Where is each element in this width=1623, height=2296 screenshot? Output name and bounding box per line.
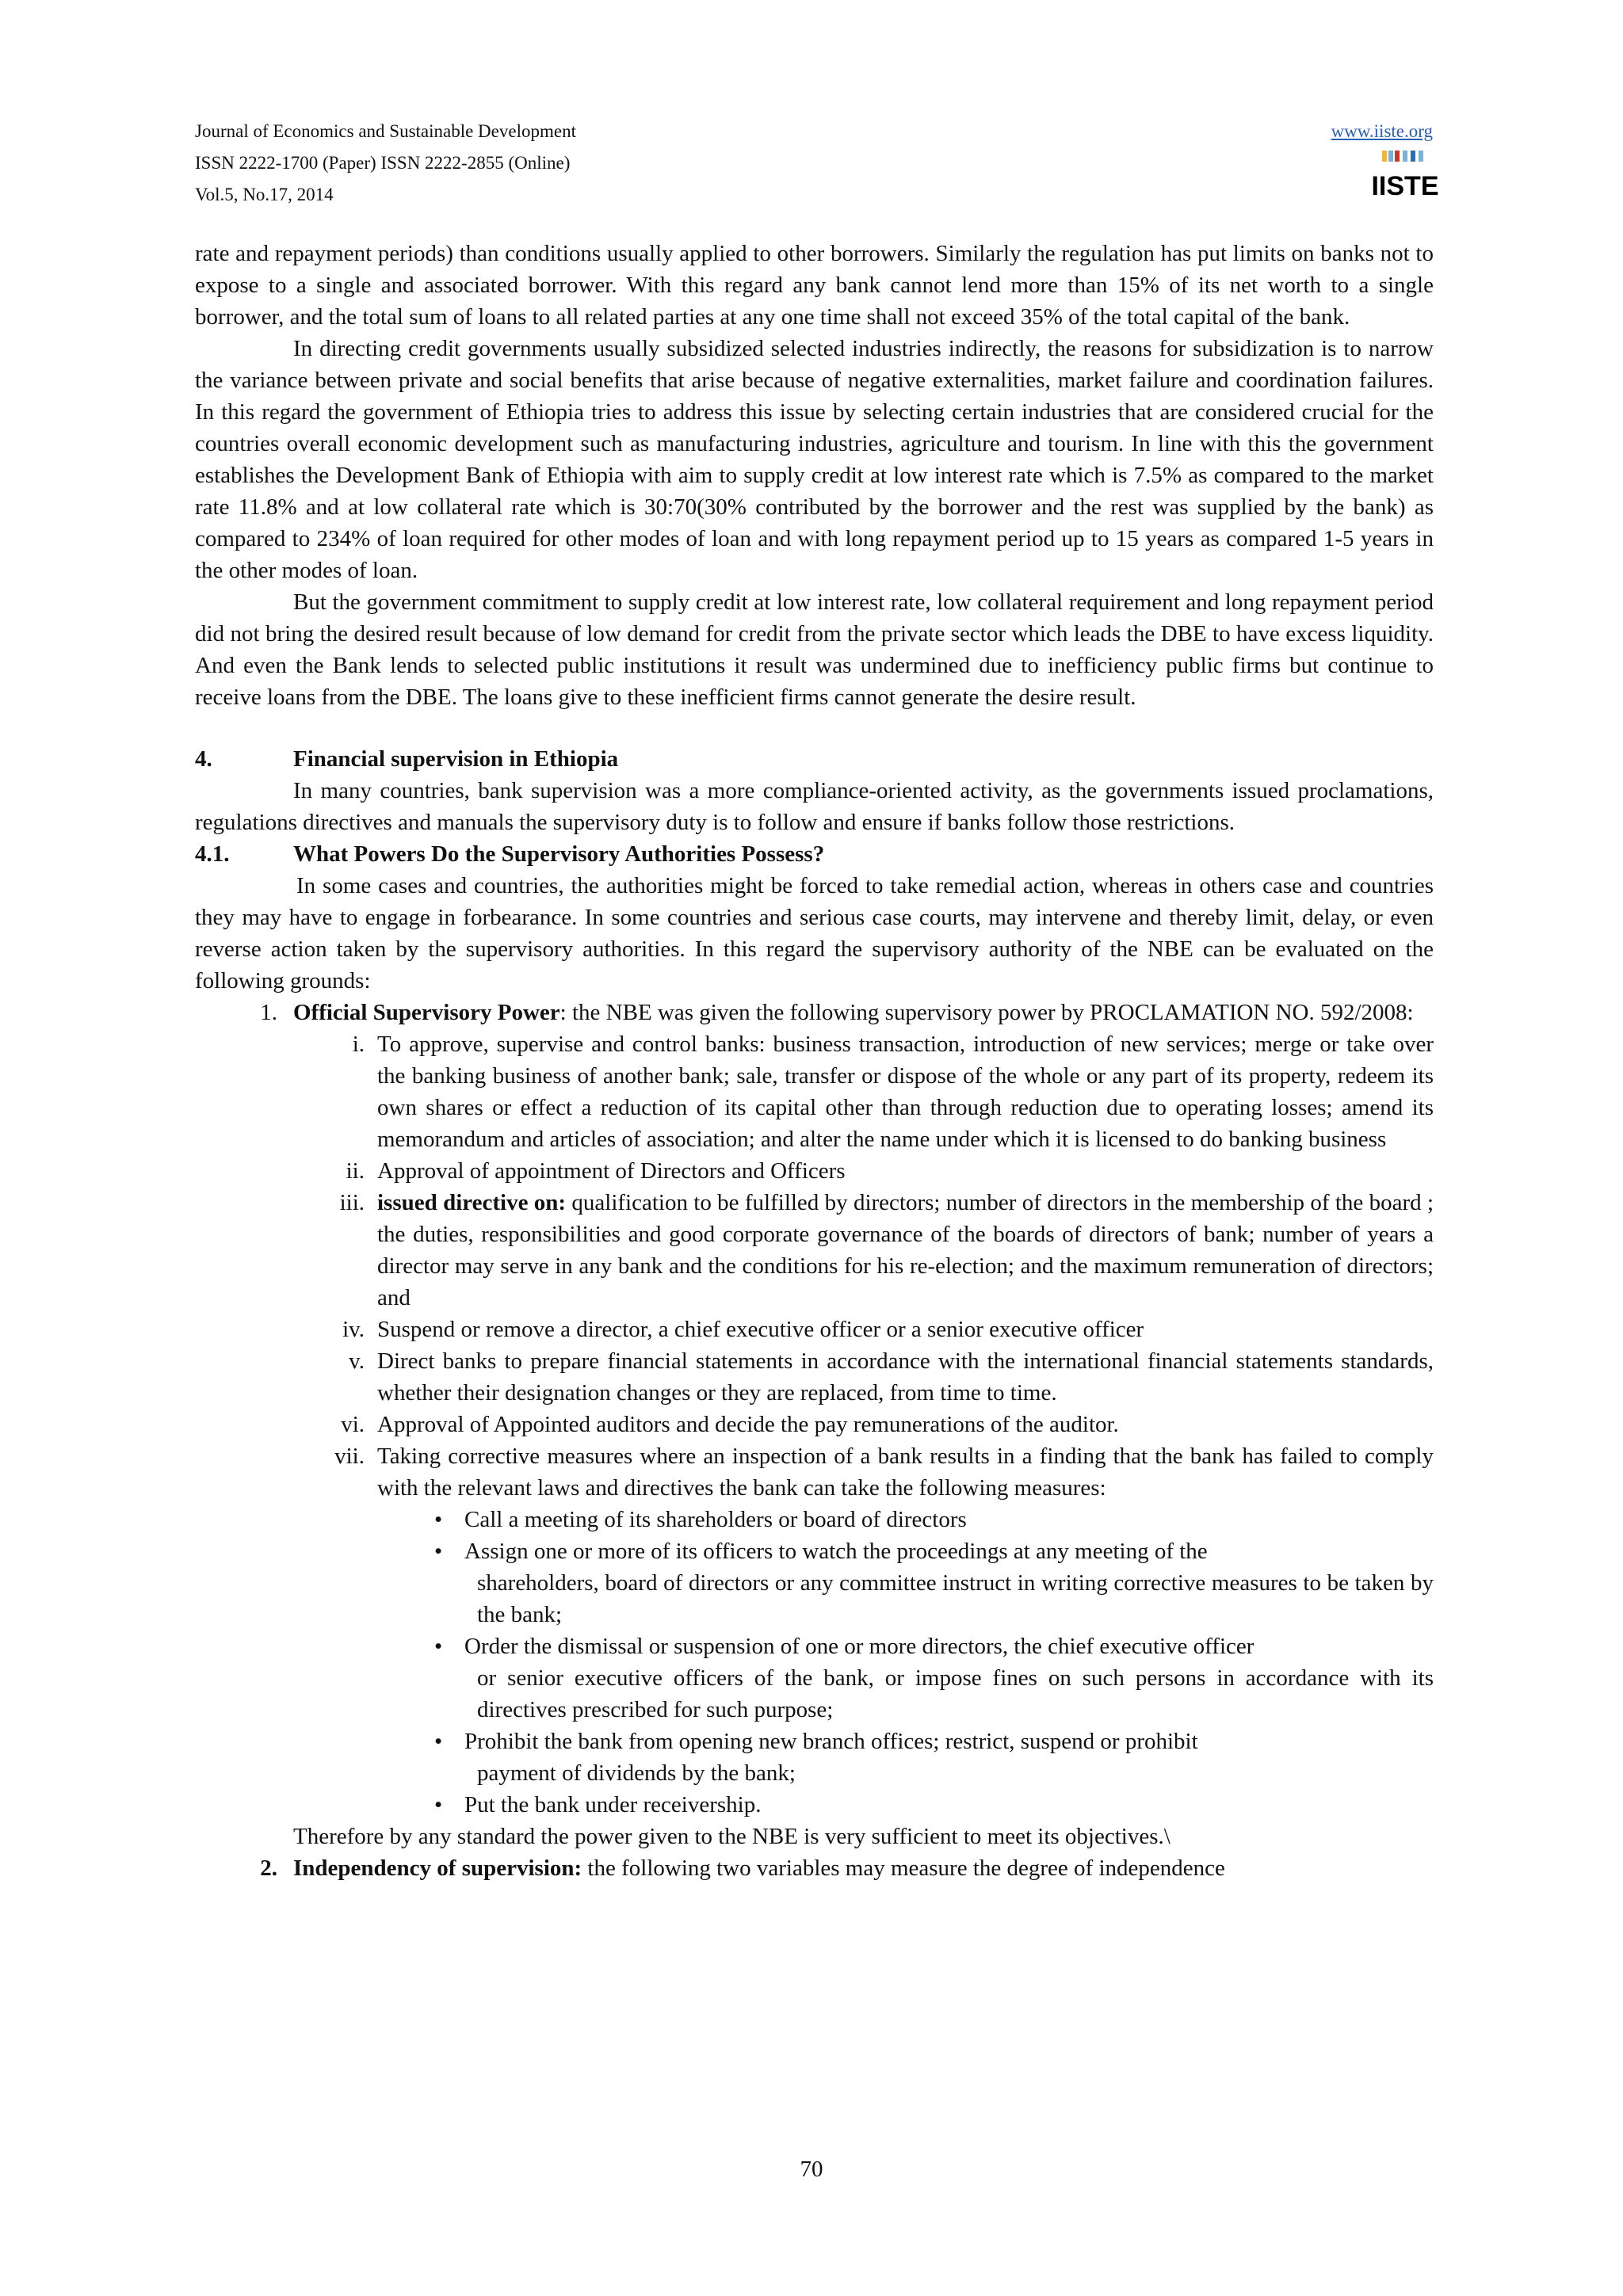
bullet-item <box>425 1789 1434 1821</box>
paragraph: In some cases and countries, the authorities might be forced to take remedial action, whereas in others case and countries they may have to engage in forbearance. In some countries and serious case courts, may intervene and thereby limit, delay, or even reverse action taken by the supervisory authorities. In this regard the supervisory authority of the NBE can be evaluated on the following grounds: <box>195 873 1434 994</box>
roman-list-item <box>293 1314 1434 1345</box>
roman-list-item <box>293 1187 1434 1314</box>
bullet-text-continued: or senior executive officers of the bank, or impose fines on such persons in accordance with its directives prescribed for such purpose; <box>477 1665 1434 1722</box>
section-heading <box>195 743 1434 775</box>
bullet-text: Assign one or more of its officers to watch the proceedings at any meeting of the <box>464 1539 1208 1564</box>
list-item-bold: issued directive on: <box>377 1190 567 1215</box>
bullet-icon: • <box>434 1792 443 1817</box>
item-text: : the NBE was given the following supervisory power by PROCLAMATION NO. 592/2008: <box>559 1000 1414 1025</box>
volume-line: Vol.5, No.17, 2014 <box>195 185 334 204</box>
bullet-text: Put the bank under receivership. <box>464 1792 762 1817</box>
numbered-item <box>195 997 1434 1028</box>
list-marker: vii. <box>334 1444 365 1469</box>
section-number: 4. <box>195 746 212 772</box>
bullet-text-continued: shareholders, board of directors or any committee instruct in writing corrective measures to be taken by the bank; <box>477 1570 1434 1627</box>
item-title: Official Supervisory Power <box>293 1000 560 1025</box>
section-title: What Powers Do the Supervisory Authorities Possess? <box>293 841 825 867</box>
bullet-icon: • <box>434 1539 443 1564</box>
bullet-icon: • <box>434 1507 443 1532</box>
list-item-text: qualification to be fulfilled by directors; number of directors in the membership of the board ; the duties, responsibilities and good corporate governance of the boards of directors of bank; number of years a director may serve in any bank and the conditions for his re-election; and the maximum remuneration of directors; and <box>377 1190 1434 1310</box>
bullet-text: Call a meeting of its shareholders or board of directors <box>464 1507 967 1532</box>
logo-text: IISTE <box>1371 171 1439 201</box>
website-link[interactable]: www.iiste.org <box>1331 121 1433 141</box>
bullet-text: Prohibit the bank from opening new branch offices; restrict, suspend or prohibit <box>464 1729 1198 1754</box>
paragraph: rate and repayment periods) than conditions usually applied to other borrowers. Similarly the regulation has put limits on banks not to expose to a single and associated borrower. With this regard any bank cannot lend more than 15% of its net worth to a single borrower, and the total sum of loans to all related parties at any one time shall not exceed 35% of the total capital of the bank. <box>195 241 1434 330</box>
running-header <box>195 116 1433 211</box>
list-marker: v. <box>349 1348 365 1374</box>
numbered-item <box>195 1852 1434 1884</box>
list-item-text: Taking corrective measures where an inspection of a bank results in a finding that the bank has failed to comply with the relevant laws and directives the bank can take the following measures: <box>377 1444 1434 1501</box>
list-marker: 2. <box>260 1855 277 1881</box>
item-title: Independency of supervision: <box>293 1855 582 1881</box>
roman-list-item <box>293 1155 1434 1187</box>
roman-list-item <box>293 1440 1434 1821</box>
paragraph: In many countries, bank supervision was a more compliance-oriented activity, as the governments issued proclamations, regulations directives and manuals the supervisory duty is to follow and ensure if banks follow those restrictions. <box>195 778 1434 835</box>
bullet-item <box>425 1630 1434 1726</box>
section-number: 4.1. <box>195 841 230 867</box>
paragraph: Therefore by any standard the power given to the NBE is very sufficient to meet its objectives.\ <box>293 1824 1170 1849</box>
list-marker: ii. <box>346 1158 365 1184</box>
list-item-text: Approval of appointment of Directors and Officers <box>377 1158 846 1184</box>
list-item-text: To approve, supervise and control banks: business transaction, introduction of new services; merge or take over the banking business of another bank; sale, transfer or dispose of the whole or any part of its property, redeem its own shares or effect a reduction of its capital other than through reduction due to operating losses; amend its memorandum and articles of association; and alter the name under which it is licensed to do banking business <box>377 1032 1434 1152</box>
list-marker: i. <box>352 1032 365 1057</box>
bullet-item <box>425 1535 1434 1630</box>
item-text: the following two variables may measure the degree of independence <box>582 1855 1225 1881</box>
section-title: Financial supervision in Ethiopia <box>293 746 619 772</box>
paragraph: But the government commitment to supply credit at low interest rate, low collateral requirement and long repayment period did not bring the desired result because of low demand for credit from the private sector which leads the DBE to have excess liquidity. And even the Bank lends to selected public institutions it result was undermined due to inefficiency public firms but continue to receive loans from the DBE. The loans give to these inefficient firms cannot generate the desire result. <box>195 589 1434 710</box>
subsection-heading <box>195 838 1434 870</box>
list-marker: iv. <box>342 1317 365 1342</box>
list-item-text: Approval of Appointed auditors and decide the pay remunerations of the auditor. <box>377 1412 1119 1437</box>
bullet-icon: • <box>434 1729 443 1754</box>
list-item-text: Suspend or remove a director, a chief executive officer or a senior executive officer <box>377 1317 1144 1342</box>
list-item-text: Direct banks to prepare financial statements in accordance with the international financial statements standards, whether their designation changes or they are replaced, from time to time. <box>377 1348 1434 1405</box>
list-marker: 1. <box>260 1000 277 1025</box>
roman-list-item <box>293 1028 1434 1155</box>
list-marker: iii. <box>339 1190 365 1215</box>
roman-list-item <box>293 1345 1434 1409</box>
list-marker: vi. <box>341 1412 365 1437</box>
iiste-logo <box>1371 147 1439 204</box>
issn-line: ISSN 2222-1700 (Paper) ISSN 2222-2855 (Online) <box>195 153 571 173</box>
article-body <box>195 238 1434 1884</box>
bullet-item <box>425 1726 1434 1789</box>
paragraph: In directing credit governments usually subsidized selected industries indirectly, the reasons for subsidization is to narrow the variance between private and social benefits that arise because of negative externalities, market failure and coordination failures. In this regard the government of Ethiopia tries to address this issue by selecting certain industries that are considered crucial for the countries overall economic development such as manufacturing industries, agriculture and tourism. In line with this the government establishes the Development Bank of Ethiopia with aim to supply credit at low interest rate which is 7.5% as compared to the market rate 11.8% and at low collateral rate which is 30:70(30% contributed by the borrower and the rest was supplied by the bank) as compared to 234% of loan required for other modes of loan and with long repayment period up to 15 years as compared 1-5 years in the other modes of loan. <box>195 336 1434 583</box>
bullet-text: Order the dismissal or suspension of one or more directors, the chief executive officer <box>464 1634 1254 1659</box>
bullet-item <box>425 1504 1434 1535</box>
page-number: 70 <box>800 2157 823 2182</box>
bullet-icon: • <box>434 1634 443 1659</box>
journal-name: Journal of Economics and Sustainable Development <box>195 121 576 141</box>
roman-list-item <box>293 1409 1434 1440</box>
bullet-text-continued: payment of dividends by the bank; <box>477 1760 796 1786</box>
